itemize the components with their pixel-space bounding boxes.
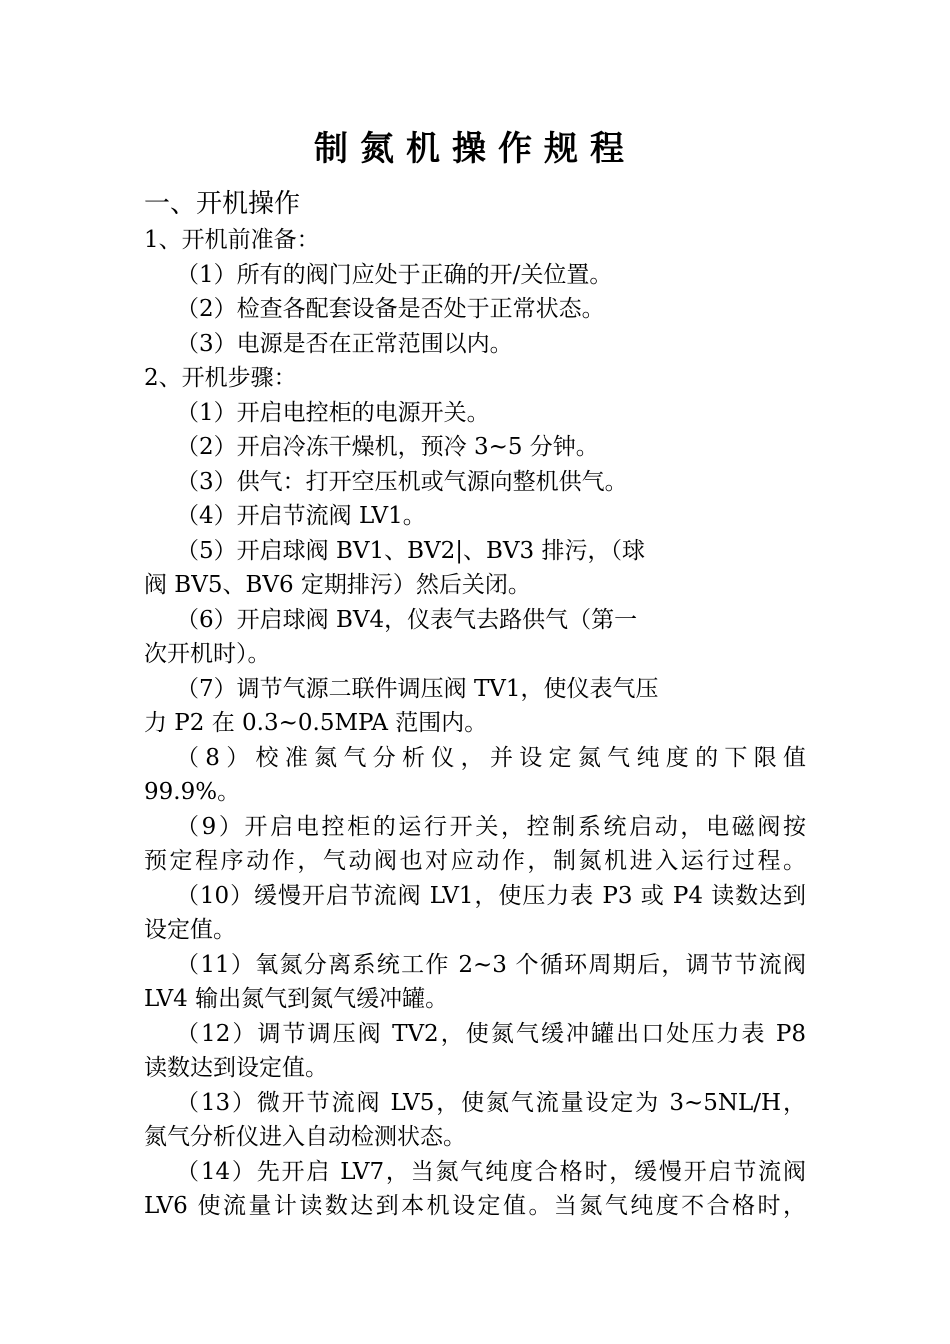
paragraph-line: （1）所有的阀门应处于正确的开/关位置。 <box>176 261 613 288</box>
paragraph-line: （2）检查各配套设备是否处于正常状态。 <box>176 296 605 322</box>
paragraph-line: （11）氧氮分离系统工作 2~3 个循环周期后，调节节流阀 <box>176 951 806 978</box>
paragraph-line: LV6 使流量计读数达到本机设定值。当氮气纯度不合格时， <box>144 1193 806 1219</box>
paragraph-line: （12）调节调压阀 TV2，使氮气缓冲罐出口处压力表 P8 <box>176 1020 806 1047</box>
paragraph-line: 设定值。 <box>144 917 236 943</box>
document-body <box>144 185 806 1224</box>
paragraph-line: （10）缓慢开启节流阀 LV1，使压力表 P3 或 P4 读数达到 <box>176 882 806 909</box>
paragraph-line: 氮气分析仪进入自动检测状态。 <box>144 1124 466 1150</box>
paragraph-line: （7）调节气源二联件调压阀 TV1，使仪表气压 <box>176 675 659 702</box>
subsection-heading: 1、开机前准备： <box>144 227 320 253</box>
section-heading: 一、开机操作 <box>144 189 301 219</box>
paragraph-line: 力 P2 在 0.3~0.5MPA 范围内。 <box>144 710 488 736</box>
paragraph-line: （8）校准氮气分析仪，并设定氮气纯度的下限值 <box>176 744 806 771</box>
subsection-heading: 2、开机步骤： <box>144 365 297 391</box>
paragraph-line: LV4 输出氮气到氮气缓冲罐。 <box>144 986 449 1012</box>
paragraph-line: （13）微开节流阀 LV5，使氮气流量设定为 3~5NL/H， <box>176 1089 806 1116</box>
paragraph-line: （9）开启电控柜的运行开关，控制系统启动，电磁阀按 <box>176 813 806 840</box>
paragraph-line: （4）开启节流阀 LV1。 <box>176 503 426 529</box>
document-title: 制氮机操作规程 <box>314 129 636 169</box>
paragraph-line: （2）开启冷冻干燥机，预冷 3~5 分钟。 <box>176 434 599 460</box>
paragraph-line: 预定程序动作，气动阀也对应动作，制氮机进入运行过程。 <box>144 848 806 874</box>
paragraph-line: 读数达到设定值。 <box>144 1055 328 1081</box>
paragraph-line: 99.9%。 <box>144 779 241 805</box>
paragraph-line: （14）先开启 LV7，当氮气纯度合格时，缓慢开启节流阀 <box>176 1158 806 1185</box>
paragraph-line: 次开机时）。 <box>144 641 271 667</box>
paragraph-line: （3）电源是否在正常范围以内。 <box>176 330 513 357</box>
paragraph-line: （1）开启电控柜的电源开关。 <box>176 399 490 426</box>
paragraph-line: （6）开启球阀 BV4，仪表气去路供气（第一 <box>176 606 638 633</box>
paragraph-line: 阀 BV5、BV6 定期排污）然后关闭。 <box>144 572 531 598</box>
paragraph-line: （3）供气：打开空压机或气源向整机供气。 <box>176 468 628 495</box>
paragraph-line: （5）开启球阀 BV1、BV2|、BV3 排污，（球 <box>176 537 645 564</box>
